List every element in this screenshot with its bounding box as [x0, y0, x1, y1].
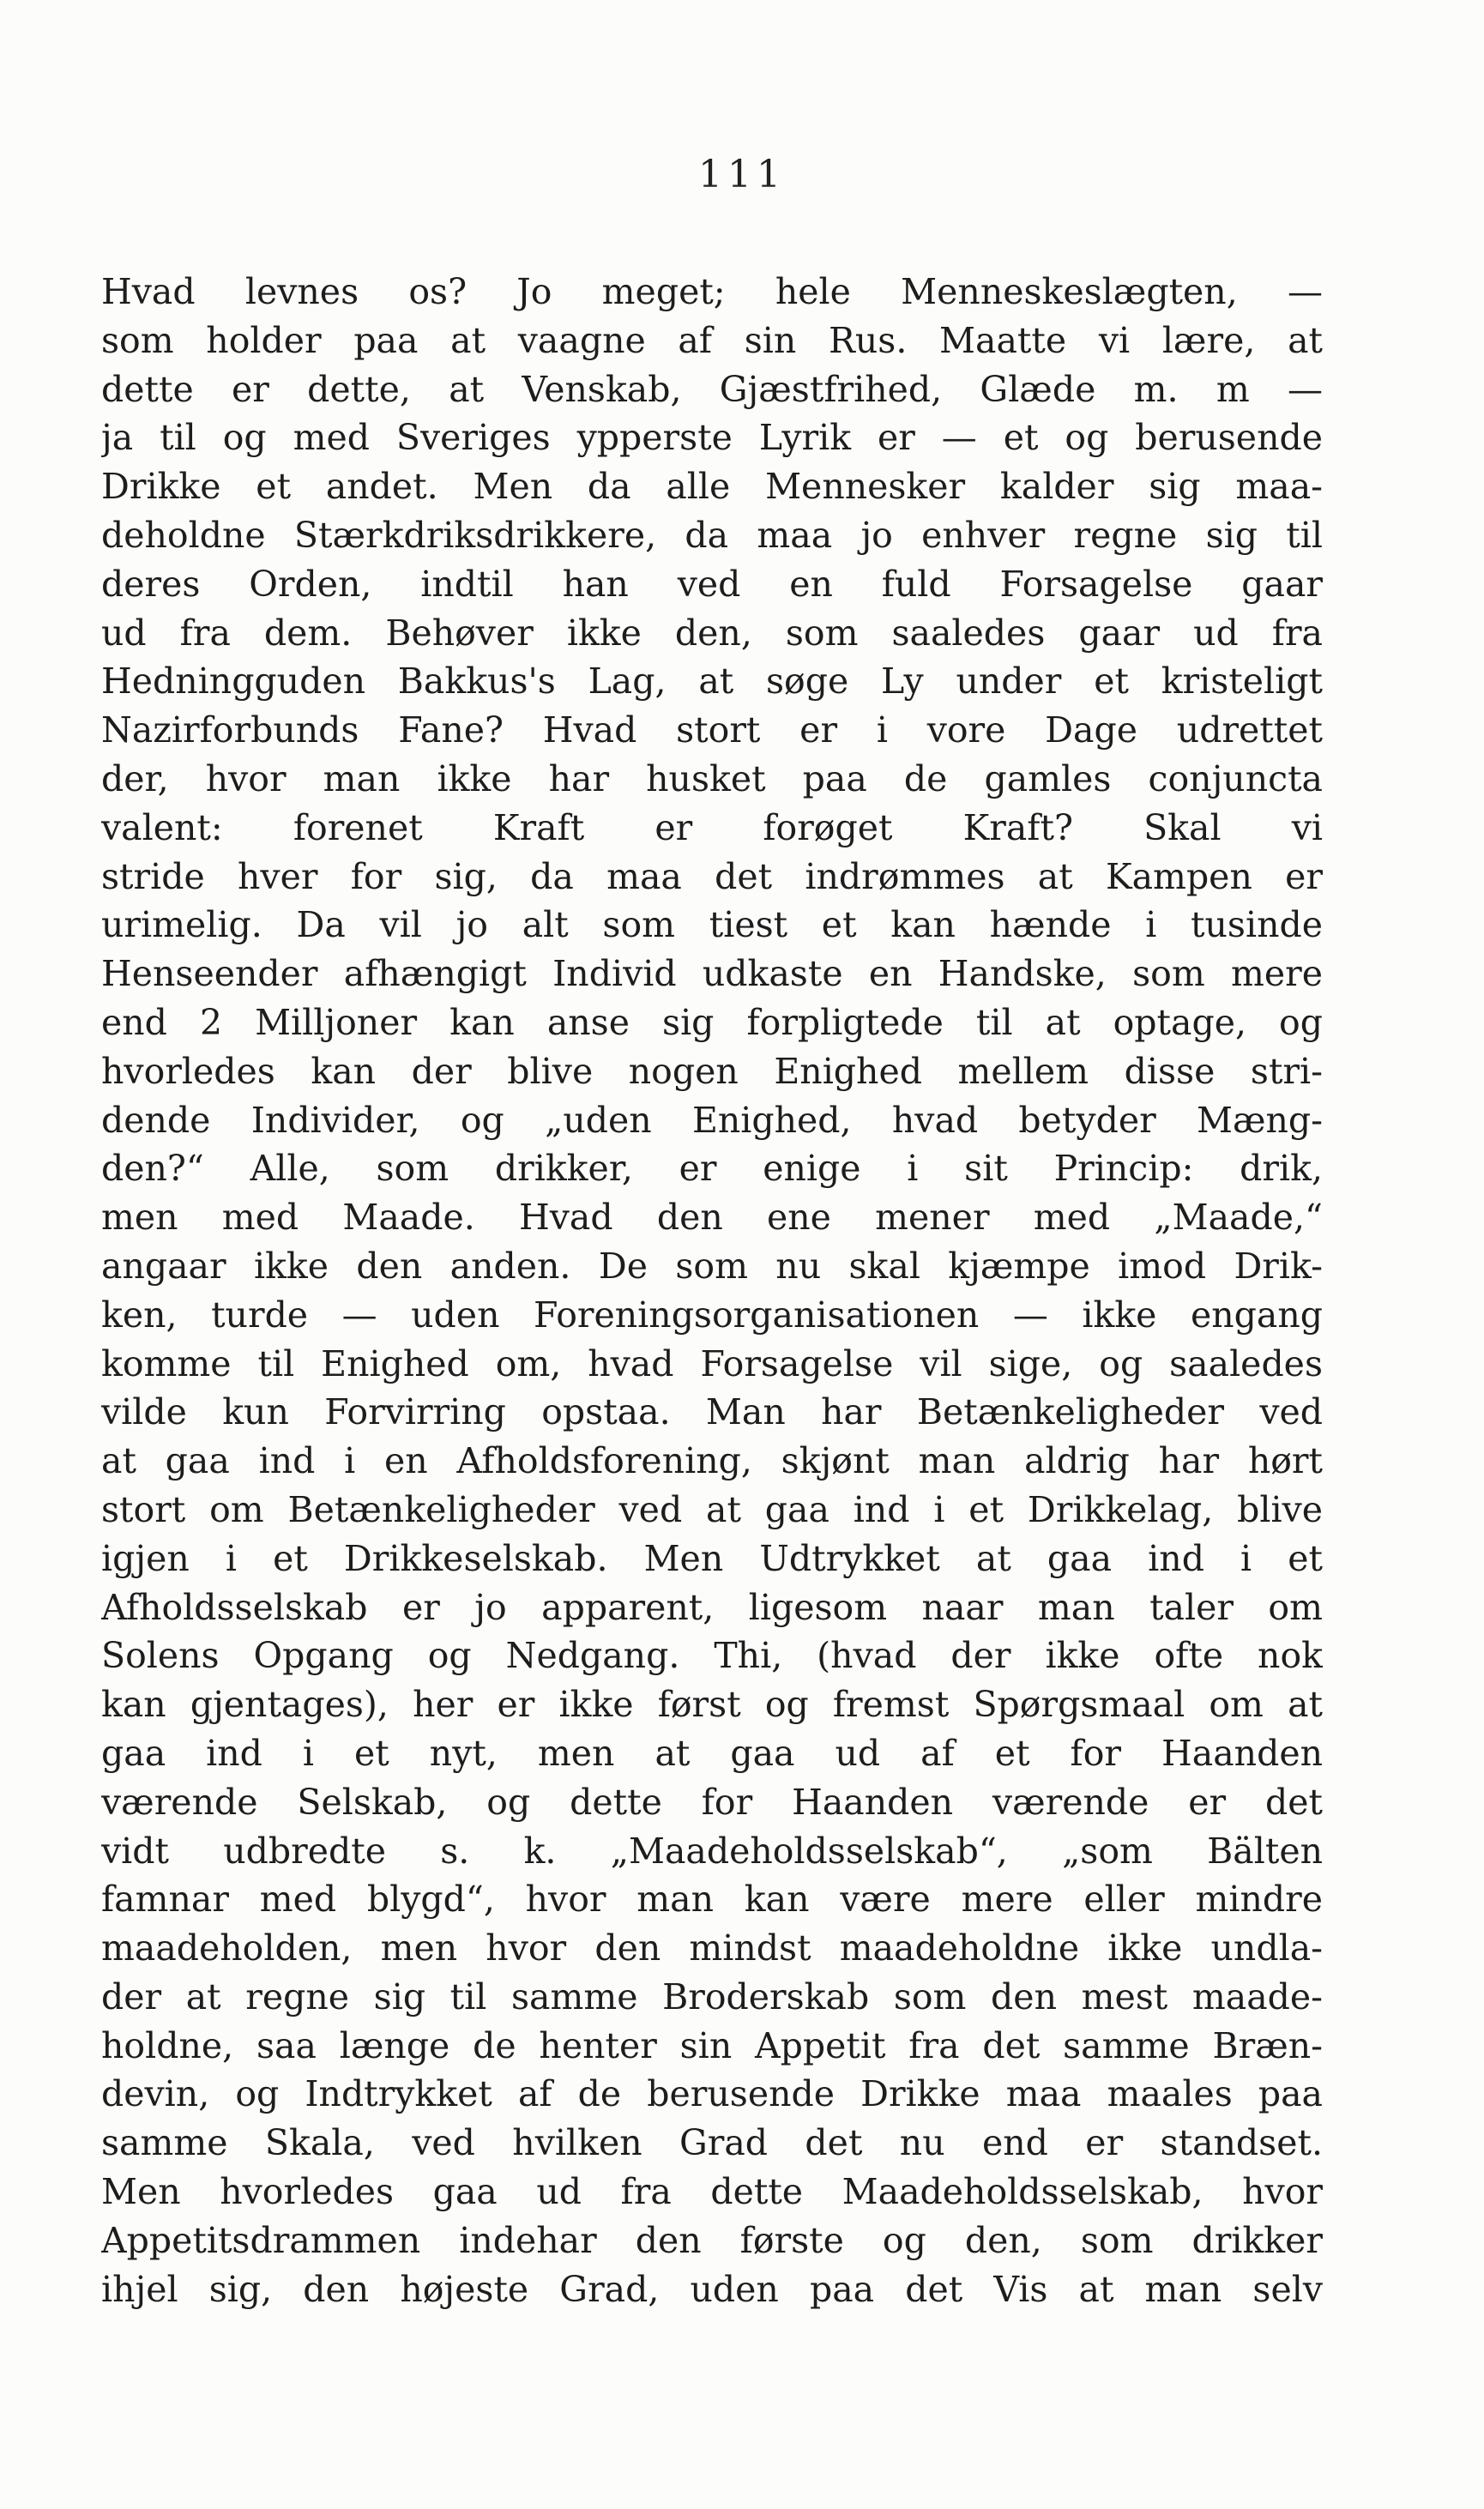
text-line: angaar ikke den anden. De som nu skal kjæmpe imod Drik- [101, 1245, 1323, 1287]
text-line: der, hvor man ikke har husket paa de gamles conjuncta [101, 757, 1323, 799]
text-line: deres Orden, indtil han ved en fuld Forsagelse gaar [101, 563, 1323, 605]
text-line: devin, og Indtrykket af de berusende Drikke maa maales paa [101, 2073, 1323, 2115]
text-line: værende Selskab, og dette for Haanden værende er det [101, 1781, 1323, 1823]
text-line: kan gjentages), her er ikke først og fremst Spørgsmaal om at [101, 1684, 1323, 1726]
text-line: Afholdsselskab er jo apparent, ligesom naar man taler om [101, 1586, 1323, 1628]
text-line: men med Maade. Hvad den ene mener med „Maade,“ [101, 1197, 1323, 1239]
text-line: samme Skala, ved hvilken Grad det nu end er standset. [101, 2122, 1323, 2164]
text-line: famnar med blygd“, hvor man kan være mere eller mindre [101, 1879, 1323, 1921]
text-line: ja til og med Sveriges ypperste Lyrik er — et og berusende [101, 417, 1323, 459]
text-line: Henseender afhængigt Individ udkaste en Handske, som mere [101, 953, 1323, 995]
text-line: Drikke et andet. Men da alle Mennesker kalder sig maa- [101, 466, 1323, 508]
text-line: valent: forenet Kraft er forøget Kraft? Skal vi [101, 806, 1323, 848]
text-line: som holder paa at vaagne af sin Rus. Maatte vi lære, at [101, 319, 1323, 361]
text-line: deholdne Stærkdriksdrikkere, da maa jo enhver regne sig til [101, 514, 1323, 556]
text-line: komme til Enighed om, hvad Forsagelse vil sige, og saaledes [101, 1342, 1323, 1384]
text-line: gaa ind i et nyt, men at gaa ud af et for Haanden [101, 1732, 1323, 1774]
text-line: maadeholden, men hvor den mindst maadeholdne ikke undla- [101, 1927, 1323, 1969]
text-line: stride hver for sig, da maa det indrømmes at Kampen er [101, 855, 1323, 897]
text-line: Hvad levnes os? Jo meget; hele Menneskeslægten, — [101, 271, 1323, 312]
text-line: urimelig. Da vil jo alt som tiest et kan hænde i tusinde [101, 904, 1323, 946]
text-line: hvorledes kan der blive nogen Enighed mellem disse stri- [101, 1050, 1323, 1092]
text-line: ken, turde — uden Foreningsorganisationen — ikke engang [101, 1294, 1323, 1336]
body-text [101, 268, 1323, 2313]
text-line: at gaa ind i en Afholdsforening, skjønt man aldrig har hørt [101, 1440, 1323, 1482]
text-line: Hedningguden Bakkus's Lag, at søge Ly under et kristeligt [101, 660, 1323, 703]
text-line: dende Individer, og „uden Enighed, hvad betyder Mæng- [101, 1099, 1323, 1141]
text-line: Appetitsdrammen indehar den første og den, som drikker [101, 2219, 1323, 2261]
text-line: Solens Opgang og Nedgang. Thi, (hvad der ikke ofte nok [101, 1635, 1323, 1677]
text-line: der at regne sig til samme Broderskab som den mest maade- [101, 1975, 1323, 2017]
text-line: vilde kun Forvirring opstaa. Man har Betænkeligheder ved [101, 1391, 1323, 1433]
text-line: ihjel sig, den højeste Grad, uden paa det Vis at man selv [101, 2268, 1323, 2310]
text-line: holdne, saa længe de henter sin Appetit fra det samme Bræn- [101, 2024, 1323, 2066]
page-number: 111 [698, 153, 786, 196]
text-line: dette er dette, at Venskab, Gjæstfrihed, Glæde m. m — [101, 368, 1323, 410]
text-line: ud fra dem. Behøver ikke den, som saaledes gaar ud fra [101, 612, 1323, 654]
text-line: igjen i et Drikkeselskab. Men Udtrykket at gaa ind i et [101, 1537, 1323, 1579]
text-line: end 2 Milljoner kan anse sig forpligtede til at optage, og [101, 1001, 1323, 1043]
text-line: Nazirforbunds Fane? Hvad stort er i vore Dage udrettet [101, 709, 1323, 751]
text-line: den?“ Alle, som drikker, er enige i sit Princip: drik, [101, 1148, 1323, 1190]
text-line: Men hvorledes gaa ud fra dette Maadeholdsselskab, hvor [101, 2171, 1323, 2213]
text-line: stort om Betænkeligheder ved at gaa ind i et Drikkelag, blive [101, 1488, 1323, 1530]
text-line: vidt udbredte s. k. „Maadeholdsselskab“, „som Bälten [101, 1830, 1323, 1872]
